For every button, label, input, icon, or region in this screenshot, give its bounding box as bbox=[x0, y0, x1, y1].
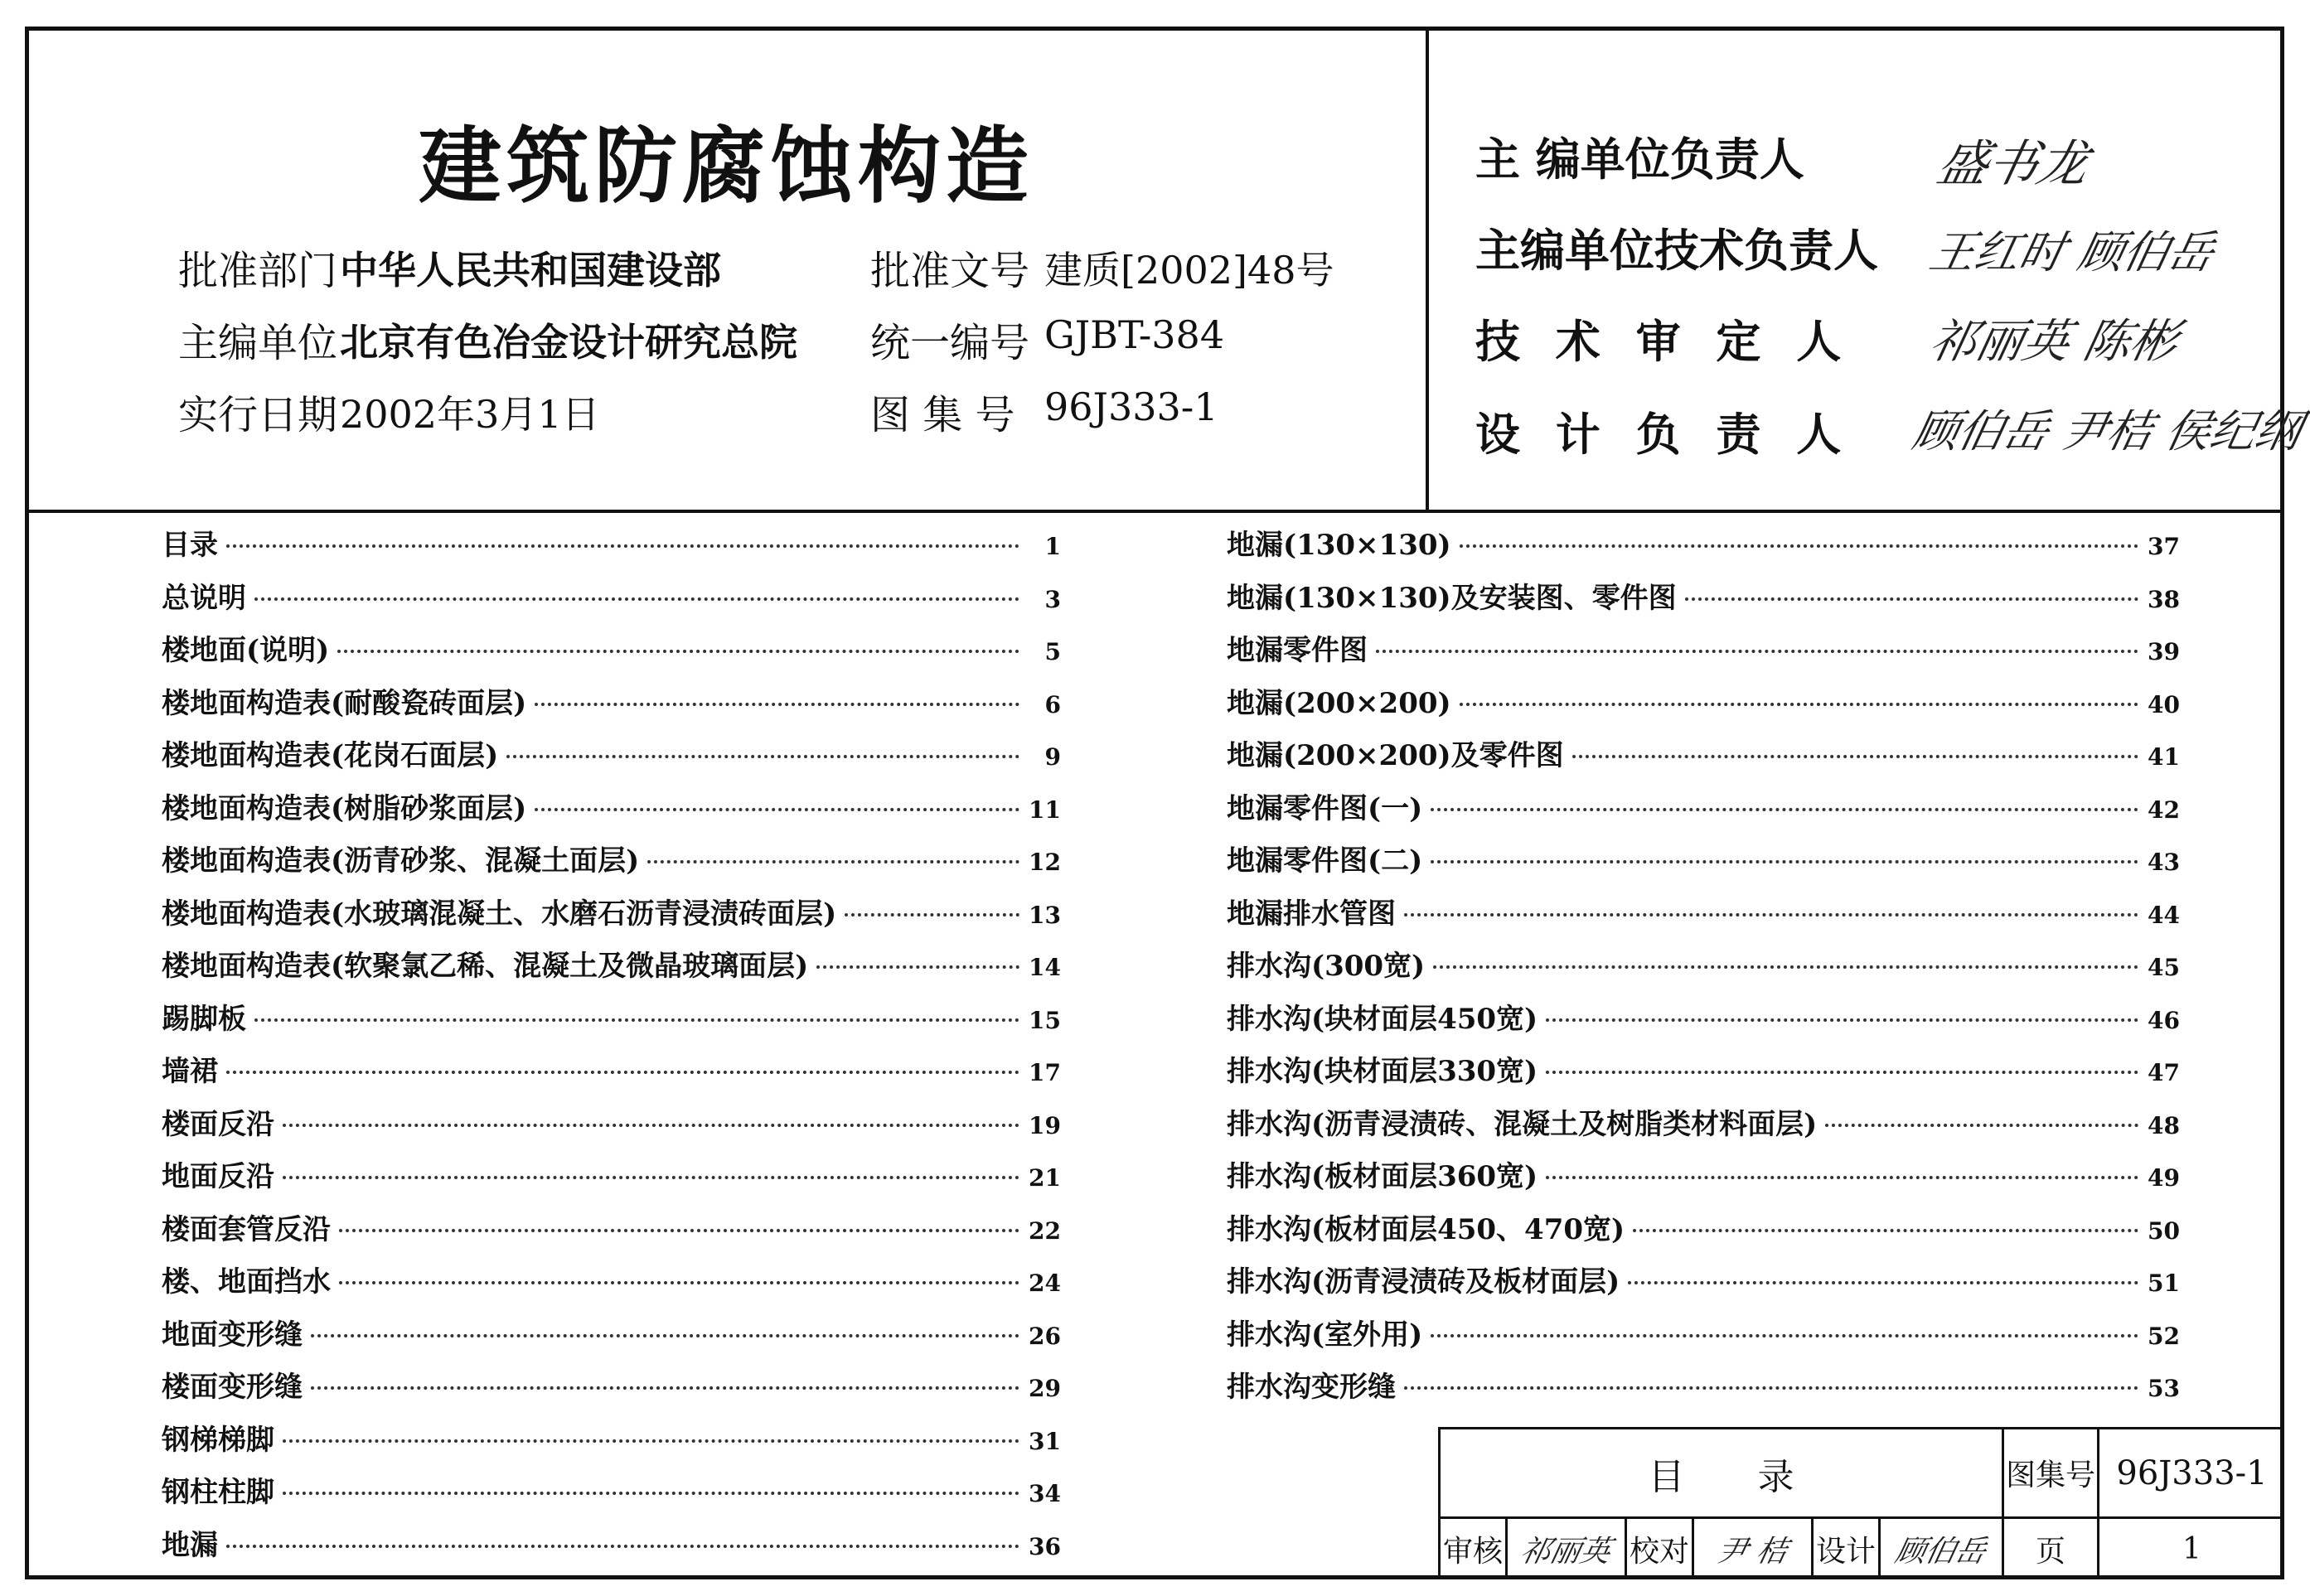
toc-entry-title: 楼面套管反沿 bbox=[162, 1212, 331, 1246]
toc-entry-title: 楼地面(说明) bbox=[162, 634, 330, 667]
tb-design-sig: 顾伯岳 bbox=[1891, 1535, 1989, 1569]
toc-leader-dots bbox=[254, 597, 1019, 601]
toc-entry-title: 总说明 bbox=[162, 581, 246, 615]
toc-entry-page: 46 bbox=[2148, 1006, 2180, 1034]
toc-leader-dots bbox=[254, 1018, 1019, 1022]
toc-leader-dots bbox=[1572, 755, 2138, 758]
toc-entry-page: 37 bbox=[2148, 533, 2180, 560]
toc-entry bbox=[1227, 891, 2180, 937]
atlas-no-label: 图 集 号 bbox=[870, 392, 1015, 438]
toc-leader-dots bbox=[311, 1386, 1019, 1390]
toc-entry bbox=[1227, 1101, 2180, 1148]
resp-role-1: 主 编单位负责人 bbox=[1475, 133, 1804, 186]
toc-leader-dots bbox=[1460, 544, 2138, 548]
toc-entry-title: 地漏零件图(一) bbox=[1227, 791, 1423, 825]
toc-entry-page: 31 bbox=[1029, 1427, 1061, 1455]
toc-leader-dots bbox=[506, 755, 1019, 758]
toc-entry-page: 50 bbox=[2148, 1216, 2180, 1245]
toc-entry bbox=[162, 786, 1061, 832]
effective-date: 2002年3月1日 bbox=[340, 392, 600, 437]
toc-entry-title: 排水沟变形缝 bbox=[1227, 1371, 1396, 1404]
chief-unit: 北京有色冶金设计研究总院 bbox=[340, 320, 797, 365]
approve-dept-label: 批准部门 bbox=[178, 248, 338, 294]
header-vertical-divider bbox=[1426, 27, 1429, 511]
toc-leader-dots bbox=[1546, 1018, 2138, 1022]
toc-entry bbox=[162, 996, 1061, 1042]
toc-entry-page: 24 bbox=[1029, 1270, 1061, 1297]
tb-sheet-title: 目 录 bbox=[1648, 1455, 1794, 1498]
toc-entry-title: 楼地面构造表(软聚氯乙稀、混凝土及微晶玻璃面层) bbox=[162, 950, 809, 983]
toc-entry-title: 钢柱柱脚 bbox=[162, 1476, 274, 1509]
toc-entry bbox=[162, 1364, 1061, 1410]
toc-leader-dots bbox=[647, 860, 1019, 863]
toc-leader-dots bbox=[1460, 703, 2138, 706]
resp-role-3: 技 术 审 定 人 bbox=[1475, 315, 1852, 368]
resp-signature-1: 盛书龙 bbox=[1932, 135, 2094, 193]
toc-entry-title: 楼地面构造表(耐酸瓷砖面层) bbox=[162, 686, 527, 720]
toc-entry-title: 地漏排水管图 bbox=[1227, 897, 1396, 931]
toc-entry bbox=[162, 1417, 1061, 1463]
toc-entry bbox=[162, 575, 1061, 621]
toc-leader-dots bbox=[1404, 913, 2138, 916]
toc-leader-dots bbox=[1628, 1281, 2138, 1284]
toc-entry-title: 地漏(200×200) bbox=[1227, 686, 1451, 720]
tb-page-no: 1 bbox=[2182, 1532, 2201, 1566]
header-divider bbox=[25, 510, 2284, 513]
toc-entry-title: 楼地面构造表(花岗石面层) bbox=[162, 739, 499, 772]
toc-entry bbox=[162, 943, 1061, 989]
toc-entry bbox=[162, 733, 1061, 779]
toc-leader-dots bbox=[1431, 808, 2138, 811]
toc-entry-page: 19 bbox=[1029, 1111, 1061, 1139]
toc-entry bbox=[162, 1101, 1061, 1148]
toc-entry-page: 34 bbox=[1029, 1480, 1061, 1507]
tb-design-label: 设计 bbox=[1815, 1535, 1876, 1569]
toc-entry-title: 地漏(130×130) bbox=[1227, 529, 1451, 562]
toc-entry-page: 36 bbox=[1029, 1532, 1061, 1560]
approve-doc-label: 批准文号 bbox=[870, 248, 1030, 294]
toc-leader-dots bbox=[339, 1229, 1019, 1232]
toc-entry-title: 排水沟(板材面层450、470宽) bbox=[1227, 1212, 1625, 1246]
toc-leader-dots bbox=[1404, 1386, 2138, 1390]
toc-entry bbox=[1227, 627, 2180, 674]
toc-entry-title: 地漏(200×200)及零件图 bbox=[1227, 739, 1564, 772]
toc-leader-dots bbox=[1685, 597, 2138, 601]
toc-leader-dots bbox=[311, 1334, 1019, 1337]
toc-entry-page: 48 bbox=[2148, 1111, 2180, 1139]
toc-entry bbox=[162, 1048, 1061, 1095]
toc-entry-page: 44 bbox=[2148, 901, 2180, 929]
toc-leader-dots bbox=[1376, 650, 2138, 653]
toc-leader-dots bbox=[226, 1545, 1019, 1548]
toc-entry-title: 排水沟(块材面层330宽) bbox=[1227, 1055, 1538, 1088]
toc-entry bbox=[1227, 838, 2180, 884]
toc-leader-dots bbox=[283, 1124, 1019, 1127]
toc-leader-dots bbox=[535, 808, 1019, 811]
tb-check-label: 校对 bbox=[1629, 1535, 1689, 1569]
toc-entry bbox=[1227, 786, 2180, 832]
toc-entry-page: 29 bbox=[1029, 1375, 1061, 1402]
toc-entry-title: 钢梯梯脚 bbox=[162, 1423, 274, 1457]
toc-entry-page: 42 bbox=[2148, 796, 2180, 824]
toc-entry-page: 17 bbox=[1029, 1059, 1061, 1086]
toc-leader-dots bbox=[1546, 1176, 2138, 1179]
toc-entry-title: 地面反沿 bbox=[162, 1160, 274, 1193]
toc-leader-dots bbox=[1633, 1229, 2138, 1232]
toc-leader-dots bbox=[1546, 1071, 2138, 1074]
toc-entry bbox=[1227, 996, 2180, 1042]
toc-leader-dots bbox=[845, 913, 1019, 916]
toc-entry bbox=[1227, 1207, 2180, 1253]
unified-no: GJBT-384 bbox=[1044, 312, 1225, 357]
toc-leader-dots bbox=[283, 1439, 1019, 1443]
resp-signature-3: 祁丽英 陈彬 bbox=[1925, 315, 2183, 369]
toc-entry-page: 6 bbox=[1044, 690, 1061, 718]
toc-entry-title: 目录 bbox=[162, 529, 218, 562]
toc-leader-dots bbox=[1431, 1334, 2138, 1337]
toc-entry bbox=[1227, 1259, 2180, 1305]
toc-entry bbox=[1227, 733, 2180, 779]
toc-entry bbox=[162, 522, 1061, 568]
toc-entry bbox=[162, 1207, 1061, 1253]
toc-leader-dots bbox=[1825, 1124, 2138, 1127]
toc-entry bbox=[162, 891, 1061, 937]
chief-unit-label: 主编单位 bbox=[178, 320, 338, 366]
toc-entry-page: 5 bbox=[1044, 638, 1061, 665]
tb-review-label: 审核 bbox=[1442, 1535, 1503, 1569]
tb-page-label: 页 bbox=[2035, 1535, 2065, 1569]
toc-entry-title: 楼面变形缝 bbox=[162, 1371, 303, 1404]
toc-entry-page: 39 bbox=[2148, 638, 2180, 665]
toc-leader-dots bbox=[226, 544, 1019, 548]
tb-check-sig: 尹 桔 bbox=[1713, 1535, 1790, 1569]
tb-atlas-label: 图集号 bbox=[2005, 1458, 2095, 1492]
toc-entry bbox=[162, 1259, 1061, 1305]
toc-leader-dots bbox=[226, 1071, 1019, 1074]
toc-entry-page: 51 bbox=[2148, 1270, 2180, 1297]
toc-entry-title: 排水沟(板材面层360宽) bbox=[1227, 1160, 1538, 1193]
toc-entry-page: 45 bbox=[2148, 954, 2180, 981]
toc-leader-dots bbox=[816, 965, 1019, 969]
resp-signature-2: 王红时 顾伯岳 bbox=[1925, 226, 2220, 278]
toc-entry bbox=[1227, 575, 2180, 621]
toc-entry-page: 9 bbox=[1044, 743, 1061, 771]
toc-entry-page: 49 bbox=[2148, 1164, 2180, 1192]
effective-date-label: 实行日期 bbox=[178, 392, 338, 438]
toc-entry-page: 26 bbox=[1029, 1322, 1061, 1350]
toc-leader-dots bbox=[535, 703, 1019, 706]
approve-doc: 建质[2002]48号 bbox=[1044, 248, 1334, 293]
toc-entry-page: 22 bbox=[1029, 1216, 1061, 1245]
toc-entry-page: 11 bbox=[1029, 796, 1061, 824]
toc-leader-dots bbox=[337, 650, 1019, 653]
toc-entry-page: 15 bbox=[1029, 1006, 1061, 1034]
toc-entry-title: 地面变形缝 bbox=[162, 1318, 303, 1352]
toc-entry-title: 排水沟(沥青浸渍砖及板材面层) bbox=[1227, 1265, 1620, 1299]
toc-entry-page: 47 bbox=[2148, 1059, 2180, 1086]
toc-entry-title: 踢脚板 bbox=[162, 1002, 246, 1036]
toc-entry bbox=[1227, 1153, 2180, 1200]
toc-entry-title: 楼地面构造表(树脂砂浆面层) bbox=[162, 791, 527, 825]
toc-entry bbox=[162, 1153, 1061, 1200]
toc-entry-title: 排水沟(300宽) bbox=[1227, 950, 1426, 983]
toc-entry bbox=[162, 1312, 1061, 1358]
toc-entry-page: 3 bbox=[1044, 585, 1061, 613]
toc-entry bbox=[162, 838, 1061, 884]
approve-dept: 中华人民共和国建设部 bbox=[340, 248, 721, 293]
toc-entry-page: 38 bbox=[2148, 585, 2180, 613]
toc-entry-page: 41 bbox=[2148, 743, 2180, 771]
toc-entry-title: 排水沟(块材面层450宽) bbox=[1227, 1002, 1538, 1036]
toc-leader-dots bbox=[1431, 860, 2138, 863]
toc-entry-page: 52 bbox=[2148, 1322, 2180, 1350]
toc-entry-title: 楼面反沿 bbox=[162, 1107, 274, 1141]
toc-entry-page: 1 bbox=[1044, 533, 1061, 560]
toc-entry-page: 14 bbox=[1029, 954, 1061, 981]
toc-entry-title: 地漏零件图 bbox=[1227, 634, 1368, 667]
toc-entry-title: 地漏零件图(二) bbox=[1227, 844, 1423, 878]
toc-entry-page: 13 bbox=[1029, 901, 1061, 929]
toc-entry-title: 墙裙 bbox=[162, 1055, 218, 1088]
toc-entry bbox=[162, 1469, 1061, 1516]
toc-entry-title: 排水沟(沥青浸渍砖、混凝土及树脂类材料面层) bbox=[1227, 1107, 1818, 1141]
toc-entry-page: 12 bbox=[1029, 849, 1061, 876]
toc-entry bbox=[1227, 680, 2180, 727]
document-title: 建筑防腐蚀构造 bbox=[419, 117, 1034, 215]
tb-atlas-no: 96J333-1 bbox=[2116, 1453, 2268, 1492]
atlas-no: 96J333-1 bbox=[1044, 384, 1218, 429]
toc-entry bbox=[162, 680, 1061, 727]
toc-entry bbox=[1227, 943, 2180, 989]
toc-leader-dots bbox=[283, 1492, 1019, 1495]
toc-entry-page: 43 bbox=[2148, 849, 2180, 876]
toc-entry bbox=[1227, 522, 2180, 568]
toc-entry-title: 楼地面构造表(沥青砂浆、混凝土面层) bbox=[162, 844, 640, 878]
toc-entry-title: 排水沟(室外用) bbox=[1227, 1318, 1423, 1352]
resp-role-2: 主编单位技术负责人 bbox=[1475, 224, 1878, 277]
toc-entry bbox=[162, 1522, 1061, 1569]
toc-entry bbox=[1227, 1312, 2180, 1358]
toc-entry-title: 地漏 bbox=[162, 1528, 218, 1562]
toc-leader-dots bbox=[339, 1281, 1019, 1284]
toc-entry-title: 地漏(130×130)及安装图、零件图 bbox=[1227, 581, 1677, 615]
tb-review-sig: 祁丽英 bbox=[1517, 1535, 1615, 1569]
toc-leader-dots bbox=[283, 1176, 1019, 1179]
toc-entry-page: 40 bbox=[2148, 690, 2180, 718]
toc-entry-page: 21 bbox=[1029, 1164, 1061, 1192]
toc-entry bbox=[1227, 1048, 2180, 1095]
resp-role-4: 设 计 负 责 人 bbox=[1475, 408, 1852, 461]
resp-signature-4: 顾伯岳 尹桔 侯纪纲 bbox=[1908, 405, 2307, 457]
toc-entry-page: 53 bbox=[2148, 1375, 2180, 1402]
unified-no-label: 统一编号 bbox=[870, 320, 1030, 366]
toc-leader-dots bbox=[1433, 965, 2138, 969]
toc-entry bbox=[1227, 1364, 2180, 1410]
toc-entry bbox=[162, 627, 1061, 674]
toc-entry-title: 楼地面构造表(水玻璃混凝土、水磨石沥青浸渍砖面层) bbox=[162, 897, 837, 931]
toc-entry-title: 楼、地面挡水 bbox=[162, 1265, 331, 1299]
